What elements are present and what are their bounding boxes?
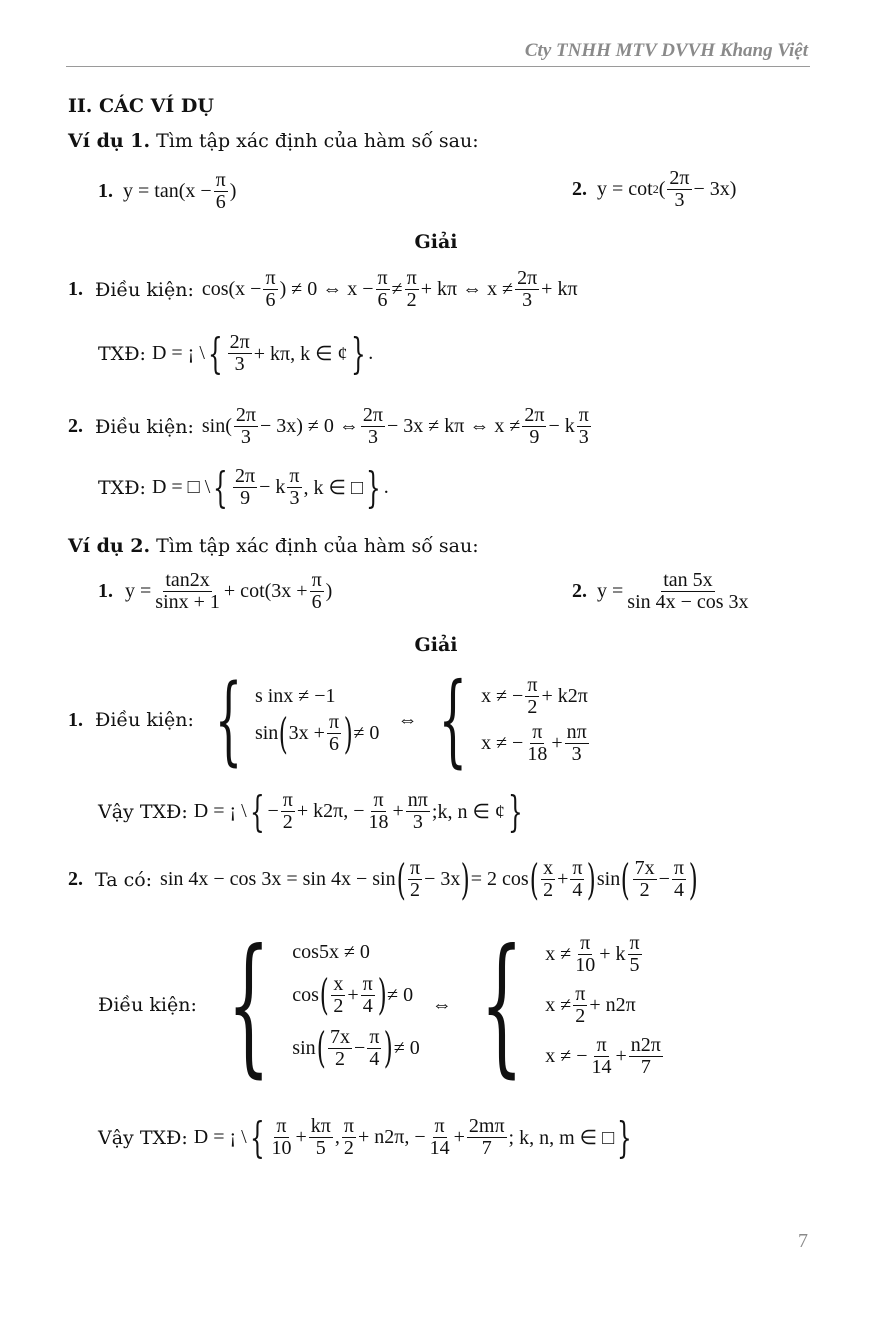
example-prompt: Tìm tập xác định của hàm số sau:	[156, 130, 479, 152]
ex1-solution-2: 2. Điều kiện: sin( $\frac{2\pi}{3}$ − 3x) ≠ 0 ⇔ $\frac{2\pi}{3}$ − 3x ≠ kπ ⇔ x ≠ $\frac{2\pi}{9}$ − k $\frac{\pi}{3}$	[68, 404, 589, 448]
ex2-solution-2-conditions: Điều kiện: { cos5x ≠ 0 cos ( $\frac{x}{2}$ + $\frac{\pi}{4}$ ) ≠ 0 sin ( $\frac{7x}{2}$ − $\frac{\pi}{4}$ ) ≠ 0 ⇔ { x ≠ $\frac{\pi}{10}$ + k $\frac{\pi}{5}$ x ≠ $\frac{\pi}{2}$ + n2π x ≠ − $\frac{\pi}{14}$ + $\frac{n2\pi}{7}$	[98, 918, 661, 1092]
page-number: 7	[798, 1230, 808, 1252]
ex2-domain-2: Vậy TXĐ: D = ¡ \ { $\frac{\pi}{10}$ + $\frac{k\pi}{5}$ , $\frac{\pi}{2}$ + n2π, − $\frac{\pi}{14}$ + $\frac{2m\pi}{7}$ ; k, n, m ∈ □ }	[98, 1112, 632, 1162]
example-prompt: Tìm tập xác định của hàm số sau:	[156, 535, 479, 557]
example-1-heading	[68, 130, 479, 152]
section-title: II. CÁC VÍ DỤ	[68, 95, 214, 117]
ex1-problem-1: 1. y = tan(x − $\frac{\pi}{6}$ )	[98, 169, 237, 213]
ex1-problem-2: 2. y = cot 2 ( $\frac{2\pi}{3}$ − 3x)	[572, 167, 737, 211]
ex1-domain-1: TXĐ: D = ¡ \ { $\frac{2\pi}{3}$ + kπ, k ∈ ¢ } .	[98, 328, 374, 378]
running-header: Cty TNHH MTV DVVH Khang Việt	[524, 40, 808, 61]
ex2-problem-2: 2. y = $\frac{\tan 5x}{\sin 4x - \cos 3x}$	[572, 569, 749, 613]
header-rule	[66, 66, 810, 67]
ex2-domain-1: Vậy TXĐ: D = ¡ \ { − $\frac{\pi}{2}$ + k2π, − $\frac{\pi}{18}$ + $\frac{n\pi}{3}$ ;k, n ∈ ¢ }	[98, 786, 523, 836]
example-2-heading	[68, 535, 479, 557]
solution-heading-1: Giải	[414, 231, 458, 253]
ex2-solution-2-identity: 2. Ta có: sin 4x − cos 3x = sin 4x − sin ( $\frac{\pi}{2}$ − 3x ) = 2 cos ( $\frac{x}{2}$ + $\frac{\pi}{4}$ ) sin ( $\frac{7x}{2}$ − $\frac{\pi}{4}$ )	[68, 854, 698, 904]
ex1-solution-1: 1. Điều kiện: cos(x − $\frac{\pi}{6}$ ) ≠ 0 ⇔ x − $\frac{\pi}{6}$ ≠ $\frac{\pi}{2}$ + kπ ⇔ x ≠ $\frac{2\pi}{3}$ + kπ	[68, 267, 578, 311]
ex2-problem-1: 1. y = $\frac{\tan 2x}{\sin x + 1}$ + cot(3x + $\frac{\pi}{6}$ )	[98, 569, 333, 613]
ex2-solution-1: 1. Điều kiện: { s inx ≠ −1 sin ( 3x + $\frac{\pi}{6}$ ) ≠ 0 ⇔ { x ≠ − $\frac{\pi}{2}$ + k2π x ≠ − $\frac{\pi}{18}$ + $\frac{n\pi}{3}$	[68, 661, 588, 778]
ex1-domain-2: TXĐ: D = □ \ { $\frac{2\pi}{9}$ − k $\frac{\pi}{3}$ , k ∈ □ } .	[98, 462, 389, 512]
example-label: Ví dụ 2.	[68, 535, 151, 557]
example-label: Ví dụ 1.	[68, 130, 151, 152]
solution-heading-2: Giải	[414, 634, 458, 656]
